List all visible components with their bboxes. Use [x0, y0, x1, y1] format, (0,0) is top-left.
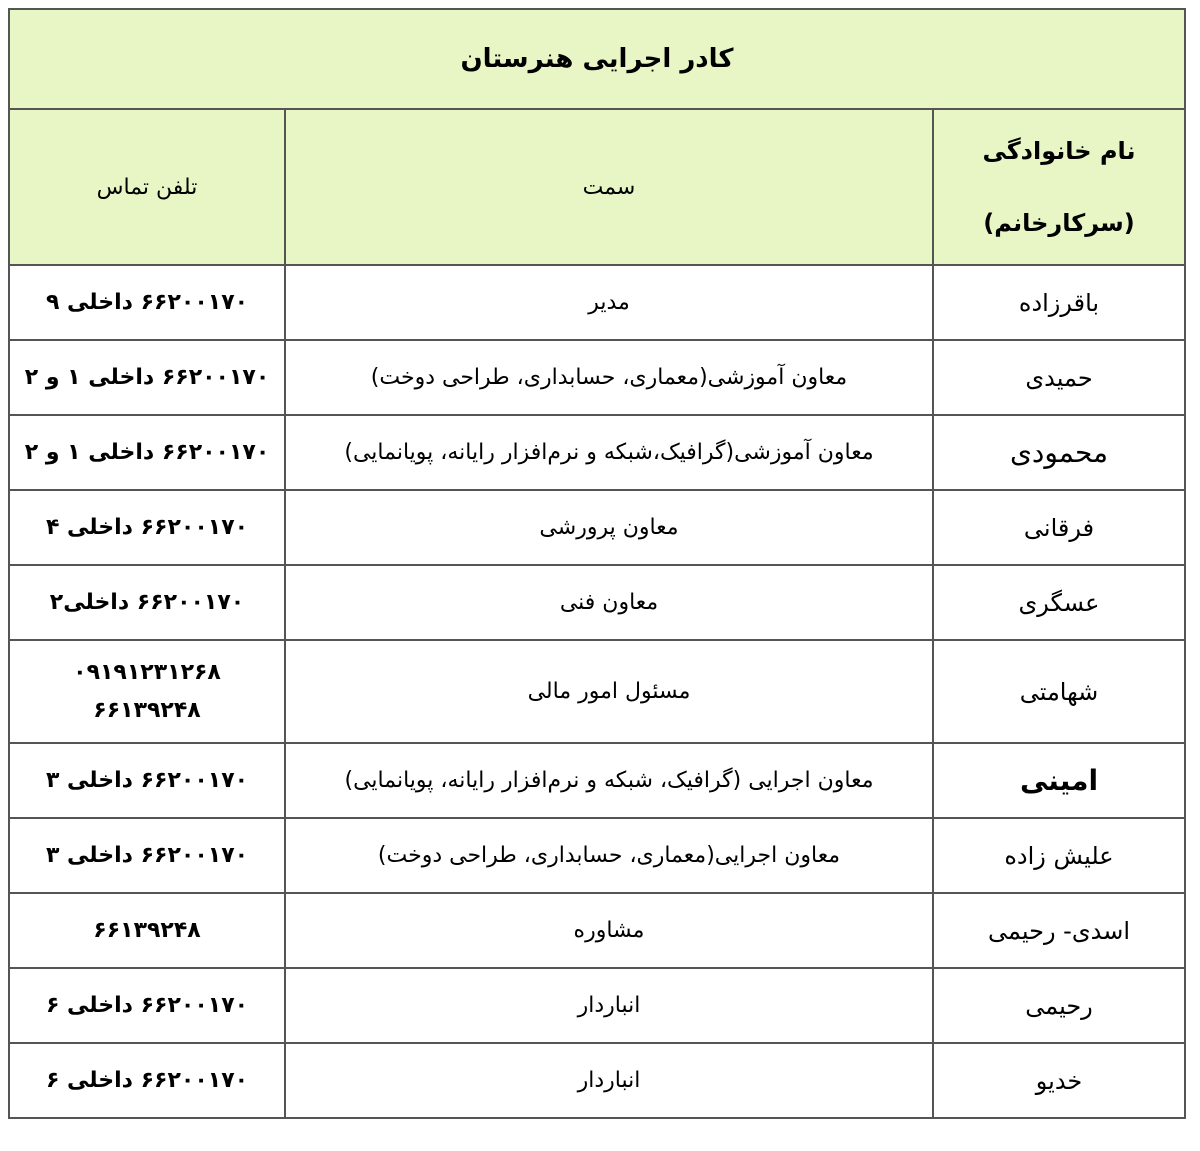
cell-phone: ۶۶۲۰۰۱۷۰ داخلی۲: [9, 565, 285, 640]
cell-name: علیش زاده: [933, 818, 1185, 893]
cell-phone: ۶۶۲۰۰۱۷۰ داخلی ۶: [9, 1043, 285, 1118]
cell-role: انباردار: [285, 1043, 933, 1118]
cell-name: فرقانی: [933, 490, 1185, 565]
cell-role: مدیر: [285, 265, 933, 340]
cell-name: خدیو: [933, 1043, 1185, 1118]
cell-name: محمودی: [933, 415, 1185, 490]
cell-phone: ۶۶۲۰۰۱۷۰ داخلی ۹: [9, 265, 285, 340]
cell-role: انباردار: [285, 968, 933, 1043]
cell-role: معاون پرورشی: [285, 490, 933, 565]
cell-role: مسئول امور مالی: [285, 640, 933, 743]
table-row: [9, 490, 1185, 565]
table-row: [9, 340, 1185, 415]
cell-role: معاون آموزشی(معماری، حسابداری، طراحی دوخت): [285, 340, 933, 415]
header-name-line2: (سرکارخانم): [983, 209, 1135, 237]
header-row: [9, 109, 1185, 265]
table-row: [9, 565, 1185, 640]
table-row: [9, 743, 1185, 818]
title-row: [9, 9, 1185, 109]
table-row: [9, 968, 1185, 1043]
table-title: کادر اجرایی هنرستان: [9, 9, 1185, 109]
cell-name: اسدی- رحیمی: [933, 893, 1185, 968]
header-role: سمت: [285, 109, 933, 265]
table-row: [9, 893, 1185, 968]
cell-role: معاون اجرایی(معماری، حسابداری، طراحی دوخت): [285, 818, 933, 893]
staff-table: [8, 8, 1186, 1119]
table-row: [9, 818, 1185, 893]
table-row: [9, 1043, 1185, 1118]
table-row: [9, 415, 1185, 490]
cell-name: امینی: [933, 743, 1185, 818]
cell-role: معاون اجرایی (گرافیک، شبکه و نرم‌افزار رایانه، پویانمایی): [285, 743, 933, 818]
cell-name: باقرزاده: [933, 265, 1185, 340]
phone-landline: ۶۶۱۳۹۲۴۸: [93, 697, 201, 723]
cell-phone: ۶۶۲۰۰۱۷۰ داخلی ۱ و ۲: [9, 340, 285, 415]
cell-phone: ۶۶۲۰۰۱۷۰ داخلی ۳: [9, 818, 285, 893]
header-name-line1: نام خانوادگی: [982, 137, 1136, 165]
phone-mobile: ۰۹۱۹۱۲۳۱۲۶۸: [73, 659, 221, 685]
cell-phone: ۶۶۲۰۰۱۷۰ داخلی ۳: [9, 743, 285, 818]
cell-phone: ۶۶۲۰۰۱۷۰ داخلی ۴: [9, 490, 285, 565]
cell-name: شهامتی: [933, 640, 1185, 743]
header-name: [933, 109, 1185, 265]
cell-role: مشاوره: [285, 893, 933, 968]
header-phone: تلفن تماس: [9, 109, 285, 265]
cell-name: حمیدی: [933, 340, 1185, 415]
cell-role: معاون فنی: [285, 565, 933, 640]
cell-role: معاون آموزشی(گرافیک،شبکه و نرم‌افزار رایانه، پویانمایی): [285, 415, 933, 490]
cell-phone: ۶۶۲۰۰۱۷۰ داخلی ۱ و ۲: [9, 415, 285, 490]
cell-phone: [9, 640, 285, 743]
table-row: [9, 265, 1185, 340]
cell-name: عسگری: [933, 565, 1185, 640]
cell-name: رحیمی: [933, 968, 1185, 1043]
cell-phone: ۶۶۱۳۹۲۴۸: [9, 893, 285, 968]
table-row: [9, 640, 1185, 743]
cell-phone: ۶۶۲۰۰۱۷۰ داخلی ۶: [9, 968, 285, 1043]
